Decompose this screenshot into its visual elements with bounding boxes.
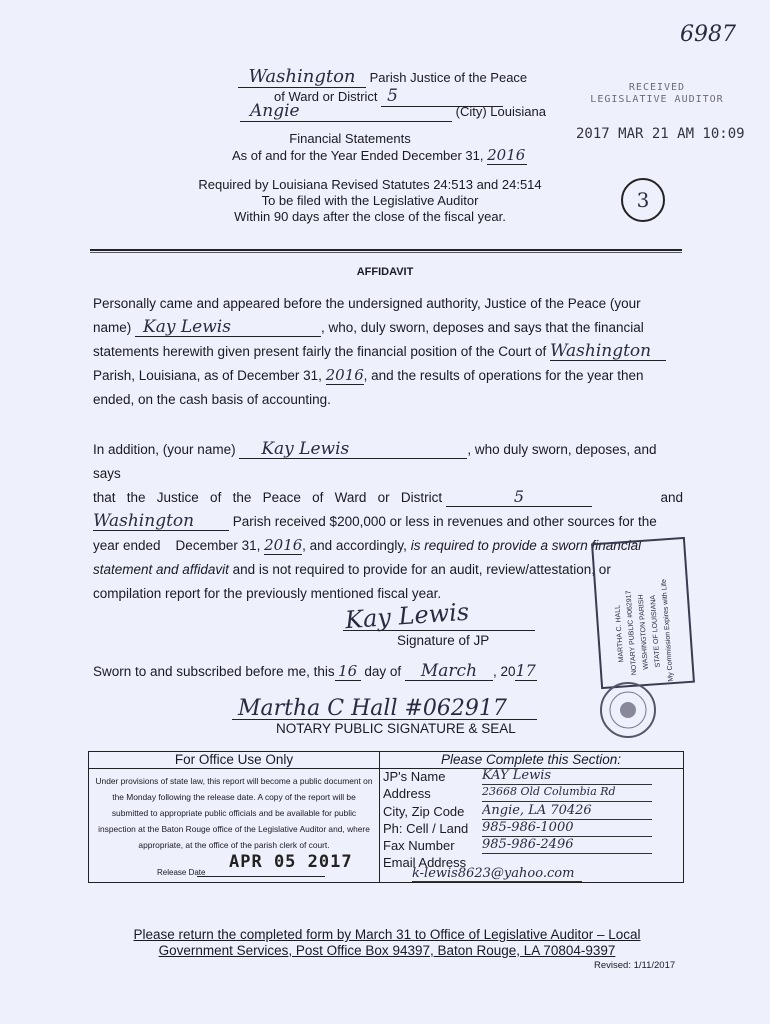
sworn-year-prefix: , 20 xyxy=(492,664,516,679)
notary-signature: Martha C Hall #062917 xyxy=(238,696,507,721)
city-field: Angie xyxy=(240,101,452,122)
info-box-divider xyxy=(379,752,380,882)
statement-title: Financial Statements xyxy=(289,131,411,146)
p2-line3 xyxy=(93,510,683,534)
p2-name-prefix: In addition, (your name) xyxy=(93,442,236,457)
required-line3: Within 90 days after the close of the fiscal year. xyxy=(234,209,506,224)
required-line2: To be filed with the Legislative Auditor xyxy=(261,193,479,208)
p2-line1 xyxy=(93,438,683,486)
city-zip-value: Angie, LA 70426 xyxy=(482,803,652,820)
city-zip-label: City, Zip Code xyxy=(383,804,465,819)
release-date-stamp: APR 05 2017 xyxy=(229,852,353,872)
p2-revenue-text: Parish received $200,000 or less in revenues and other sources for the xyxy=(232,514,657,529)
notary-stamp-line5: My Commission Expires with Life xyxy=(660,578,675,682)
notary-stamp xyxy=(591,537,695,689)
notary-signature-label: NOTARY PUBLIC SIGNATURE & SEAL xyxy=(276,721,516,736)
phone-value: 985-986-1000 xyxy=(482,820,652,837)
p1-date-suffix: , and the results of operations for the year then xyxy=(363,368,644,383)
p1-line4 xyxy=(93,364,683,388)
notary-stamp-line4: STATE OF LOUISIANA xyxy=(649,594,662,668)
p1-name-prefix: name) xyxy=(93,320,132,335)
p2-and: and xyxy=(660,490,683,505)
affidavit-heading: AFFIDAVIT xyxy=(356,266,414,278)
p1-statements-text: statements herewith given present fairly the financial position of the Court of xyxy=(93,344,547,359)
release-date-label: Release Date xyxy=(157,868,206,877)
city-label: (City) Louisiana xyxy=(455,104,546,119)
p2-year-prefix: year ended December 31, xyxy=(93,538,261,553)
p1-line1: Personally came and appeared before the undersigned authority, Justice of the Peace (your xyxy=(93,296,641,311)
p2-required-text: is required to provide a sworn financial xyxy=(410,538,642,553)
sworn-year-field: 17 xyxy=(515,661,536,680)
notary-seal-icon xyxy=(598,680,658,740)
ward-prefix: of Ward or District xyxy=(274,89,378,104)
year-line-text: As of and for the Year Ended December 31, xyxy=(232,148,484,163)
sworn-line xyxy=(93,660,537,684)
phone-label: Ph: Cell / Land xyxy=(383,821,469,836)
affidavit-paragraph-1 xyxy=(93,292,683,412)
parish-name-field: Washington xyxy=(238,66,366,88)
year-field-2: 2016 xyxy=(264,536,303,554)
sworn-prefix: Sworn to and subscribed before me, this xyxy=(93,664,335,679)
office-use-header: For Office Use Only xyxy=(174,752,294,767)
header-divider xyxy=(90,249,682,253)
p2-name-suffix: , who duly sworn, deposes, and says xyxy=(93,442,657,481)
jp-name-value: KAY Lewis xyxy=(482,768,652,785)
jp-signature: Kay Lewis xyxy=(344,597,471,635)
parish-field-2: Washington xyxy=(93,512,229,531)
district-field: 5 xyxy=(381,86,503,107)
email-label: Email Address xyxy=(383,855,467,870)
jp-name-field-1: Kay Lewis xyxy=(135,318,321,337)
p2-not-required: and is not required to provide for an audit, review/attestation, or xyxy=(228,562,611,577)
footer-line2: Government Services, Post Office Box 94397, Baton Rouge, LA 70804-9397 xyxy=(158,943,616,958)
year-field: 2016 xyxy=(487,146,526,164)
notary-signature-line xyxy=(232,719,537,720)
jp-signature-line xyxy=(343,630,535,631)
sworn-dayof: day of xyxy=(364,664,402,679)
notary-stamp-line3: WASHINGTON PARISH xyxy=(637,594,650,670)
p2-sworn-statement: statement and affidavit xyxy=(93,562,229,577)
revised-date: Revised: 1/11/2017 xyxy=(594,960,676,971)
fax-label: Fax Number xyxy=(383,838,455,853)
required-line1: Required by Louisiana Revised Statutes 24:513 and 24:514 xyxy=(198,177,542,192)
parish-label: Parish Justice of the Peace xyxy=(369,70,528,85)
footer-instructions xyxy=(100,927,674,959)
sworn-day-field: 16 xyxy=(335,662,361,681)
circled-number: 3 xyxy=(621,178,665,222)
p2-line2 xyxy=(93,486,683,510)
p1-line3 xyxy=(93,340,683,364)
p2-district-prefix: that the Justice of the Peace of Ward or District xyxy=(93,490,443,505)
p1-line2 xyxy=(93,316,683,340)
required-notice xyxy=(170,177,570,225)
p1-name-suffix: , who, duly sworn, deposes and says that the financial xyxy=(321,320,644,335)
jp-signature-label: Signature of JP xyxy=(397,633,490,648)
footer-line1: Please return the completed form by March 31 to Office of Legislative Auditor – Local xyxy=(133,927,641,942)
year-line xyxy=(232,146,527,165)
address-value: 23668 Old Columbia Rd xyxy=(482,785,652,802)
parish-line xyxy=(238,66,558,88)
p1-date-prefix: Parish, Louisiana, as of December 31, xyxy=(93,368,322,383)
office-use-text: Under provisions of state law, this report will become a public document on the Monday following the release date. A copy of the report will be submitted to appropriate public officials and be available for public inspection at the Baton Rouge office of the Legislative Auditor and, where appropriate, at the office of the parish clerk of court. xyxy=(95,776,373,850)
jp-name-label: JP's Name xyxy=(383,769,446,784)
sworn-month-field: March xyxy=(405,662,493,681)
email-value: k-lewis8623@yahoo.com xyxy=(412,866,582,882)
city-line xyxy=(240,101,546,122)
complete-section-header: Please Complete this Section: xyxy=(440,752,622,767)
notary-stamp-line2: NOTARY PUBLIC #062917 xyxy=(625,590,639,676)
jp-name-field-2: Kay Lewis xyxy=(239,440,467,459)
release-date-line xyxy=(197,876,325,877)
received-stamp-line2: LEGISLATIVE AUDITOR xyxy=(590,94,724,105)
address-label: Address xyxy=(383,786,431,801)
notary-stamp-line1: MARTHA C. HALL xyxy=(614,604,626,663)
corner-number: 6987 xyxy=(680,22,736,47)
parish-field-1: Washington xyxy=(550,342,666,361)
fax-value: 985-986-2496 xyxy=(482,837,652,854)
received-stamp xyxy=(582,82,732,106)
received-stamp-line1: RECEIVED xyxy=(628,82,686,93)
district-field-2: 5 xyxy=(446,488,592,507)
year-field-1: 2016 xyxy=(325,366,364,384)
p2-line6: compilation report for the previously mentioned fiscal year. xyxy=(93,586,442,601)
p1-line5: ended, on the cash basis of accounting. xyxy=(93,392,331,407)
p2-accordingly: , and accordingly, xyxy=(302,538,407,553)
received-stamp-date: 2017 MAR 21 AM 10:09 xyxy=(576,126,745,142)
